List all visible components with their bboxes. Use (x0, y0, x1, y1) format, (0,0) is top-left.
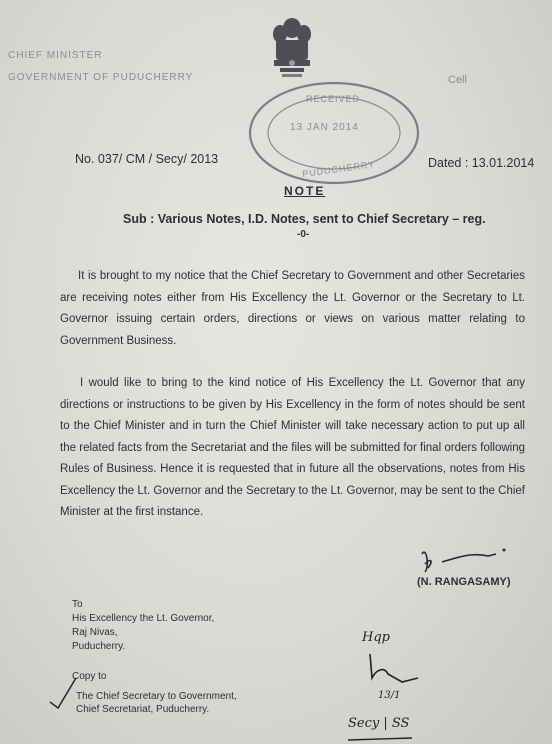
to-line-3: Puducherry. (72, 641, 126, 652)
signature-icon (416, 540, 516, 580)
stamp-date: 13 JAN 2014 (290, 122, 359, 133)
paragraph-2: I would like to bring to the kind notice of His Excellency the Lt. Governor that any directions or instructions to be given by His Excellency in the form of notes should be sent to the Chief Minister and in turn the Chief Minister will take necessary action to put up all the related facts from the Secretariat and the files will be submitted for final orders following Rules of Business. Hence it is requested that in future all the observations, notes from His Excellency the Lt. Governor and the Secretary to the Lt. Governor, may be sent to the Chief Minister at the first instance. (60, 377, 525, 518)
to-line-2: Raj Nivas, (72, 627, 118, 638)
subject-mark: -0- (297, 229, 310, 240)
handwritten-note-2: 13/1 (378, 690, 401, 701)
handwritten-scribble-icon (362, 650, 422, 686)
top-right-text: Cell (448, 74, 467, 86)
handwritten-note-1: Hqp (362, 630, 390, 645)
stamp-bottom-text: PUDUCHERRY (301, 158, 376, 180)
tick-mark-icon (44, 672, 84, 712)
paragraph-1: It is brought to my notice that the Chief Secretary to Government and other Secretaries are receiving notes either from His Excellency the Lt. Governor or the Secretary to Lt. Governor issuing certain orders, directions or views on various matter relating to Government Business. (60, 270, 525, 347)
dated-text: Dated : 13.01.2014 (428, 156, 535, 170)
copy-label: Copy to (72, 671, 107, 682)
handwritten-underline (346, 736, 416, 744)
to-label: To (72, 599, 83, 610)
subject-line: Sub : Various Notes, I.D. Notes, sent to Chief Secretary – reg. (123, 212, 486, 226)
reference-number: No. 037/ CM / Secy/ 2013 (75, 152, 219, 166)
copy-line-2: Chief Secretariat, Puducherry. (76, 704, 210, 715)
to-line-1: His Excellency the Lt. Governor, (72, 613, 215, 624)
dept-line: CHIEF MINISTER (8, 50, 103, 61)
handwritten-note-3: Secy | SS (348, 716, 410, 731)
government-header: GOVERNMENT OF PUDUCHERRY (8, 72, 194, 83)
signatory-name: (N. RANGASAMY) (417, 576, 511, 588)
stamp-top-text: RECEIVED (306, 94, 361, 104)
note-title: NOTE (284, 184, 326, 198)
copy-line-1: The Chief Secretary to Government, (76, 691, 237, 702)
